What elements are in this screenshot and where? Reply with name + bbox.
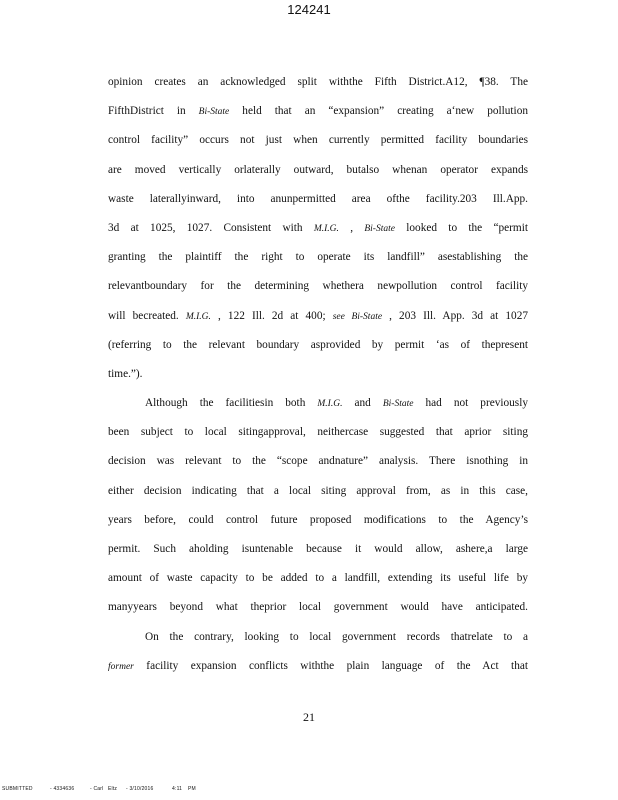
- footer-ampm: PM: [188, 786, 196, 792]
- text-line: [108, 360, 528, 389]
- text-segment: had not previously: [413, 397, 528, 410]
- footer-date: - 3/10/2016: [126, 786, 154, 792]
- footer-doc-number: - 4334636: [50, 786, 75, 792]
- italic-citation: former: [108, 661, 134, 672]
- italic-citation: see Bi-State: [332, 311, 383, 322]
- text-segment: been subject to local sitingapproval, neithercase suggested that aprior siting: [108, 426, 528, 439]
- text-line: [108, 243, 528, 272]
- text-segment: manyyears beyond what theprior local government would have anticipated.: [108, 601, 528, 614]
- text-line: [108, 68, 528, 97]
- text-line: [108, 331, 528, 360]
- text-line: [108, 535, 528, 564]
- text-segment: granting the plaintiff the right to operate its landfill” asestablishing the: [108, 251, 528, 264]
- text-segment: On the contrary, looking to local government records thatrelate to a: [145, 630, 528, 643]
- italic-citation: Bi-State: [382, 399, 414, 410]
- text-segment: either decision indicating that a local siting approval from, as in this case,: [108, 484, 528, 497]
- page-number: 21: [303, 710, 315, 724]
- text-line: [108, 126, 528, 155]
- text-line: [108, 593, 528, 622]
- text-segment: relevantboundary for the determining whethera newpollution control facility: [108, 280, 528, 293]
- text-segment: waste laterallyinward, into anunpermitted area ofthe facility.203 Ill.App.: [108, 192, 528, 205]
- text-line: [108, 97, 528, 126]
- text-segment: control facility” occurs not just when currently permitted facility boundaries: [108, 134, 528, 147]
- footer-time: 4:11: [172, 786, 183, 792]
- text-line: [108, 506, 528, 535]
- text-segment: , 203 Ill. App. 3d at 1027: [382, 309, 528, 322]
- text-segment: will becreated.: [108, 309, 186, 322]
- text-segment: permit. Such aholding isuntenable because it would allow, ashere,a large: [108, 543, 528, 555]
- text-line: [108, 389, 528, 418]
- text-line: [108, 156, 528, 185]
- text-line: [108, 418, 528, 447]
- text-segment: (referring to the relevant boundary asprovided by permit ‘as of thepresent: [108, 338, 528, 351]
- text-segment: looked to the “permit: [394, 221, 528, 234]
- text-segment: decision was relevant to the “scope andnature” analysis. There isnothing in: [108, 455, 528, 468]
- text-segment: ,: [338, 221, 365, 234]
- text-line: [108, 652, 528, 681]
- italic-citation: M.I.G.: [313, 223, 339, 234]
- text-segment: , 122 Ill. 2d at 400;: [210, 309, 333, 322]
- text-segment: FifthDistrict in: [108, 105, 199, 118]
- text-line: [108, 477, 528, 506]
- footer-clerk-last: Eltz: [108, 786, 118, 792]
- italic-citation: Bi-State: [198, 107, 230, 118]
- text-segment: 3d at 1025, 1027. Consistent with: [108, 221, 314, 234]
- body-text: [108, 68, 528, 681]
- text-line: [108, 623, 528, 652]
- text-segment: years before, could control future proposed modifications to the Agency’s: [108, 513, 528, 526]
- text-segment: are moved vertically orlaterally outward, butalso whenan operator expands: [108, 163, 528, 176]
- text-segment: time.”).: [108, 367, 143, 380]
- italic-citation: Bi-State: [364, 223, 395, 234]
- text-segment: Although the facilitiesin both: [145, 397, 318, 410]
- document-id: 124241: [287, 2, 331, 17]
- footer-clerk-first: - Carl: [90, 786, 104, 792]
- text-segment: and: [342, 397, 383, 410]
- italic-citation: M.I.G.: [185, 311, 211, 322]
- text-segment: held that an “expansion” creating a‘new pollution: [229, 105, 528, 118]
- text-line: [108, 447, 528, 476]
- text-segment: opinion creates an acknowledged split withthe Fifth District.A12, ¶38. The: [108, 76, 528, 88]
- text-line: [108, 185, 528, 214]
- text-segment: amount of waste capacity to be added to a landfill, extending its useful life by: [108, 572, 528, 585]
- text-line: [108, 302, 528, 331]
- text-line: [108, 564, 528, 593]
- italic-citation: M.I.G.: [317, 399, 343, 410]
- text-line: [108, 214, 528, 243]
- text-line: [108, 272, 528, 301]
- footer-submitted: SUBMITTED: [2, 786, 33, 792]
- text-segment: facility expansion conflicts withthe plain language of the Act that: [133, 659, 528, 672]
